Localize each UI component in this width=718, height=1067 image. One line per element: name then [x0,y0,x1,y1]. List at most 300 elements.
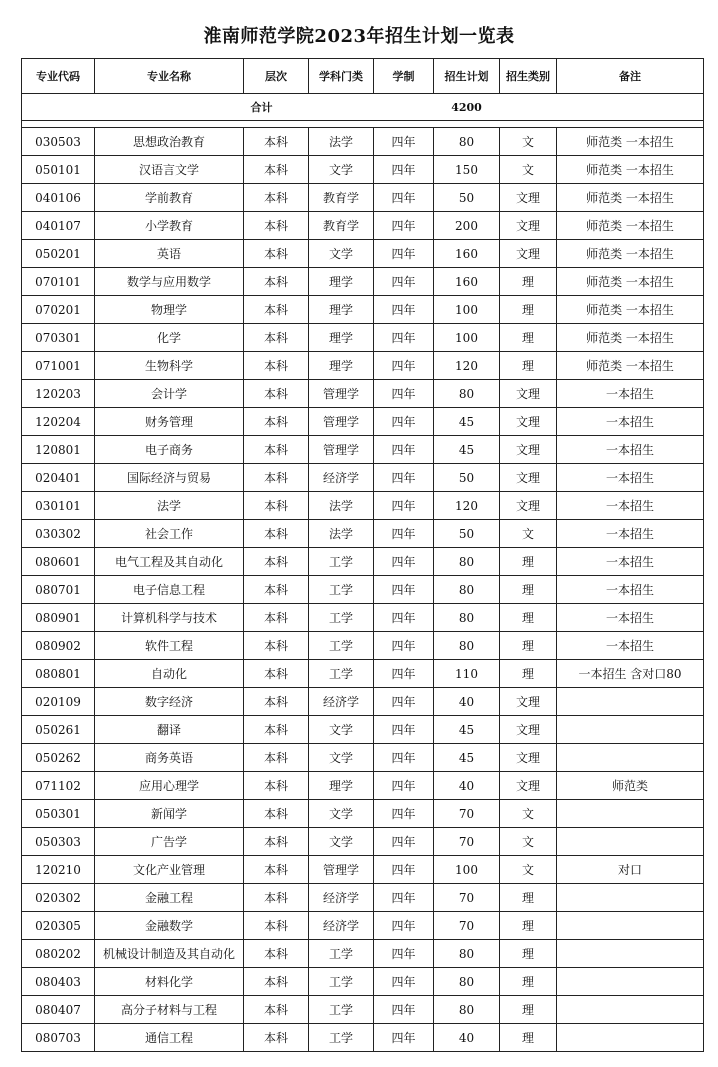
cell-code: 080202 [22,940,95,968]
cell-code: 020401 [22,464,95,492]
cell-type: 文 [500,800,557,828]
cell-type: 理 [500,548,557,576]
cell-plan: 50 [434,520,500,548]
cell-major-name: 学前教育 [95,184,244,212]
cell-field: 理学 [309,352,374,380]
cell-code: 070301 [22,324,95,352]
cell-field: 文学 [309,156,374,184]
cell-plan: 70 [434,828,500,856]
header-years: 学制 [374,59,434,94]
cell-field: 文学 [309,828,374,856]
cell-major-name: 生物科学 [95,352,244,380]
cell-type: 文理 [500,716,557,744]
cell-major-name: 文化产业管理 [95,856,244,884]
cell-level: 本科 [244,800,309,828]
cell-level: 本科 [244,548,309,576]
cell-level: 本科 [244,240,309,268]
cell-level: 本科 [244,884,309,912]
cell-major-name: 商务英语 [95,744,244,772]
cell-field: 文学 [309,240,374,268]
cell-major-name: 会计学 [95,380,244,408]
header-plan: 招生计划 [434,59,500,94]
cell-note: 师范类 一本招生 [557,268,704,296]
cell-plan: 100 [434,296,500,324]
table-row [22,968,704,996]
table-row [22,296,704,324]
cell-note [557,940,704,968]
cell-type: 理 [500,996,557,1024]
table-row [22,800,704,828]
cell-type: 文 [500,828,557,856]
document-title: 淮南师范学院2023年招生计划一览表 [203,26,515,47]
cell-major-name: 数学与应用数学 [95,268,244,296]
cell-plan: 120 [434,492,500,520]
header-note: 备注 [557,59,704,94]
cell-type: 理 [500,324,557,352]
table-row [22,688,704,716]
cell-years: 四年 [374,828,434,856]
cell-type: 文理 [500,464,557,492]
cell-note: 一本招生 [557,408,704,436]
cell-years: 四年 [374,436,434,464]
cell-years: 四年 [374,156,434,184]
cell-years: 四年 [374,520,434,548]
cell-type: 理 [500,1024,557,1052]
cell-major-name: 高分子材料与工程 [95,996,244,1024]
cell-type: 文理 [500,744,557,772]
cell-field: 管理学 [309,436,374,464]
cell-code: 030302 [22,520,95,548]
cell-major-name: 汉语言文学 [95,156,244,184]
cell-plan: 40 [434,688,500,716]
cell-level: 本科 [244,296,309,324]
table-header-row [22,59,704,94]
cell-years: 四年 [374,996,434,1024]
cell-major-name: 翻译 [95,716,244,744]
cell-major-name: 财务管理 [95,408,244,436]
cell-type: 理 [500,576,557,604]
header-level: 层次 [244,59,309,94]
cell-note: 一本招生 [557,492,704,520]
table-row [22,856,704,884]
cell-note: 师范类 一本招生 [557,324,704,352]
cell-major-name: 自动化 [95,660,244,688]
cell-note [557,744,704,772]
cell-code: 071102 [22,772,95,800]
cell-years: 四年 [374,744,434,772]
cell-note [557,828,704,856]
cell-years: 四年 [374,660,434,688]
cell-code: 080703 [22,1024,95,1052]
cell-code: 020302 [22,884,95,912]
cell-major-name: 电子商务 [95,436,244,464]
cell-major-name: 物理学 [95,296,244,324]
cell-plan: 80 [434,632,500,660]
cell-note: 师范类 一本招生 [557,240,704,268]
total-value: 4200 [434,94,500,121]
cell-major-name: 金融工程 [95,884,244,912]
cell-note: 一本招生 [557,464,704,492]
cell-level: 本科 [244,660,309,688]
cell-years: 四年 [374,324,434,352]
cell-years: 四年 [374,688,434,716]
cell-level: 本科 [244,688,309,716]
cell-plan: 70 [434,800,500,828]
cell-plan: 80 [434,968,500,996]
cell-major-name: 化学 [95,324,244,352]
cell-plan: 45 [434,744,500,772]
cell-field: 工学 [309,604,374,632]
table-row [22,212,704,240]
cell-plan: 80 [434,996,500,1024]
cell-plan: 100 [434,324,500,352]
cell-major-name: 小学教育 [95,212,244,240]
cell-note [557,968,704,996]
cell-years: 四年 [374,268,434,296]
cell-major-name: 数字经济 [95,688,244,716]
cell-type: 理 [500,604,557,632]
cell-code: 050301 [22,800,95,828]
cell-years: 四年 [374,940,434,968]
cell-major-name: 国际经济与贸易 [95,464,244,492]
cell-type: 文 [500,156,557,184]
cell-plan: 50 [434,184,500,212]
cell-code: 080403 [22,968,95,996]
cell-field: 工学 [309,1024,374,1052]
cell-code: 050261 [22,716,95,744]
cell-code: 050303 [22,828,95,856]
cell-plan: 80 [434,576,500,604]
table-row [22,912,704,940]
table-row [22,380,704,408]
cell-plan: 160 [434,240,500,268]
table-row [22,660,704,688]
cell-code: 030101 [22,492,95,520]
cell-level: 本科 [244,268,309,296]
cell-type: 理 [500,632,557,660]
cell-plan: 80 [434,604,500,632]
cell-level: 本科 [244,968,309,996]
cell-type: 理 [500,660,557,688]
cell-field: 教育学 [309,184,374,212]
cell-code: 080901 [22,604,95,632]
cell-type: 文 [500,520,557,548]
cell-field: 法学 [309,128,374,156]
cell-code: 120203 [22,380,95,408]
cell-plan: 80 [434,940,500,968]
cell-note [557,884,704,912]
total-row [22,94,704,121]
cell-note: 一本招生 [557,604,704,632]
cell-code: 080407 [22,996,95,1024]
table-row [22,240,704,268]
cell-level: 本科 [244,716,309,744]
table-row [22,604,704,632]
table-row [22,548,704,576]
cell-major-name: 新闻学 [95,800,244,828]
cell-plan: 45 [434,436,500,464]
cell-note: 一本招生 含对口80 [557,660,704,688]
cell-major-name: 电子信息工程 [95,576,244,604]
cell-plan: 80 [434,380,500,408]
cell-field: 理学 [309,324,374,352]
total-label: 合计 [22,94,309,121]
cell-field: 管理学 [309,856,374,884]
cell-field: 管理学 [309,380,374,408]
cell-plan: 70 [434,884,500,912]
table-row [22,156,704,184]
cell-code: 030503 [22,128,95,156]
cell-type: 理 [500,968,557,996]
cell-type: 理 [500,268,557,296]
cell-field: 经济学 [309,464,374,492]
cell-plan: 150 [434,156,500,184]
table-row [22,576,704,604]
cell-level: 本科 [244,1024,309,1052]
cell-note: 一本招生 [557,520,704,548]
cell-years: 四年 [374,492,434,520]
cell-level: 本科 [244,184,309,212]
cell-level: 本科 [244,632,309,660]
cell-years: 四年 [374,380,434,408]
cell-level: 本科 [244,492,309,520]
cell-years: 四年 [374,408,434,436]
cell-plan: 80 [434,128,500,156]
cell-type: 理 [500,352,557,380]
cell-level: 本科 [244,212,309,240]
cell-type: 文理 [500,688,557,716]
cell-code: 040106 [22,184,95,212]
cell-note [557,912,704,940]
cell-level: 本科 [244,940,309,968]
cell-field: 管理学 [309,408,374,436]
table-row [22,744,704,772]
cell-field: 工学 [309,660,374,688]
cell-field: 工学 [309,632,374,660]
cell-field: 工学 [309,940,374,968]
cell-note: 师范类 一本招生 [557,212,704,240]
cell-field: 理学 [309,296,374,324]
table-row [22,352,704,380]
cell-years: 四年 [374,716,434,744]
cell-years: 四年 [374,212,434,240]
cell-type: 文 [500,856,557,884]
cell-level: 本科 [244,828,309,856]
cell-type: 文理 [500,184,557,212]
cell-code: 050101 [22,156,95,184]
cell-level: 本科 [244,380,309,408]
cell-note: 一本招生 [557,548,704,576]
cell-type: 文理 [500,212,557,240]
cell-field: 文学 [309,744,374,772]
cell-years: 四年 [374,632,434,660]
header-name: 专业名称 [95,59,244,94]
cell-code: 080601 [22,548,95,576]
table-row [22,408,704,436]
cell-major-name: 英语 [95,240,244,268]
cell-plan: 160 [434,268,500,296]
cell-level: 本科 [244,464,309,492]
header-field: 学科门类 [309,59,374,94]
cell-plan: 45 [434,408,500,436]
cell-years: 四年 [374,1024,434,1052]
cell-note: 对口 [557,856,704,884]
cell-note [557,688,704,716]
cell-years: 四年 [374,464,434,492]
cell-field: 理学 [309,772,374,800]
cell-major-name: 思想政治教育 [95,128,244,156]
cell-type: 文理 [500,436,557,464]
table-row [22,884,704,912]
cell-type: 文理 [500,492,557,520]
cell-years: 四年 [374,856,434,884]
cell-major-name: 金融数学 [95,912,244,940]
cell-code: 050262 [22,744,95,772]
table-row [22,464,704,492]
cell-note [557,1024,704,1052]
cell-field: 文学 [309,800,374,828]
cell-note: 师范类 一本招生 [557,296,704,324]
cell-code: 040107 [22,212,95,240]
cell-code: 020305 [22,912,95,940]
cell-major-name: 应用心理学 [95,772,244,800]
cell-plan: 110 [434,660,500,688]
cell-type: 理 [500,884,557,912]
cell-type: 理 [500,940,557,968]
table-row [22,716,704,744]
cell-major-name: 通信工程 [95,1024,244,1052]
table-row [22,940,704,968]
cell-field: 经济学 [309,912,374,940]
cell-years: 四年 [374,800,434,828]
cell-major-name: 电气工程及其自动化 [95,548,244,576]
cell-code: 120204 [22,408,95,436]
cell-years: 四年 [374,912,434,940]
cell-plan: 100 [434,856,500,884]
cell-years: 四年 [374,884,434,912]
enrollment-plan-table [21,58,704,1052]
cell-years: 四年 [374,128,434,156]
cell-years: 四年 [374,576,434,604]
cell-code: 080902 [22,632,95,660]
table-row [22,184,704,212]
cell-level: 本科 [244,324,309,352]
cell-plan: 40 [434,772,500,800]
cell-level: 本科 [244,156,309,184]
cell-type: 文理 [500,380,557,408]
cell-level: 本科 [244,744,309,772]
cell-field: 工学 [309,576,374,604]
cell-major-name: 材料化学 [95,968,244,996]
table-row [22,828,704,856]
cell-major-name: 法学 [95,492,244,520]
cell-type: 文理 [500,408,557,436]
cell-years: 四年 [374,604,434,632]
cell-field: 法学 [309,492,374,520]
cell-plan: 45 [434,716,500,744]
cell-years: 四年 [374,352,434,380]
table-row [22,520,704,548]
header-code: 专业代码 [22,59,95,94]
table-row [22,268,704,296]
cell-years: 四年 [374,184,434,212]
cell-major-name: 计算机科学与技术 [95,604,244,632]
cell-note [557,716,704,744]
cell-note: 一本招生 [557,380,704,408]
cell-field: 工学 [309,968,374,996]
cell-type: 文 [500,128,557,156]
cell-field: 文学 [309,716,374,744]
table-row [22,632,704,660]
cell-major-name: 社会工作 [95,520,244,548]
cell-type: 理 [500,296,557,324]
cell-plan: 50 [434,464,500,492]
cell-code: 070101 [22,268,95,296]
table-row [22,1024,704,1052]
cell-field: 经济学 [309,688,374,716]
cell-major-name: 软件工程 [95,632,244,660]
cell-note: 一本招生 [557,436,704,464]
cell-note: 师范类 一本招生 [557,184,704,212]
cell-code: 020109 [22,688,95,716]
cell-note: 师范类 一本招生 [557,352,704,380]
cell-years: 四年 [374,296,434,324]
cell-code: 120210 [22,856,95,884]
cell-note: 师范类 一本招生 [557,128,704,156]
cell-type: 文理 [500,240,557,268]
table-row [22,996,704,1024]
cell-note [557,800,704,828]
cell-plan: 120 [434,352,500,380]
table-row [22,492,704,520]
table-row [22,128,704,156]
cell-field: 工学 [309,548,374,576]
cell-level: 本科 [244,576,309,604]
cell-level: 本科 [244,772,309,800]
cell-level: 本科 [244,520,309,548]
cell-note: 师范类 [557,772,704,800]
cell-note [557,996,704,1024]
table-row [22,324,704,352]
cell-field: 工学 [309,996,374,1024]
cell-level: 本科 [244,436,309,464]
cell-code: 070201 [22,296,95,324]
cell-years: 四年 [374,548,434,576]
cell-field: 教育学 [309,212,374,240]
cell-code: 080701 [22,576,95,604]
cell-plan: 200 [434,212,500,240]
cell-field: 经济学 [309,884,374,912]
cell-level: 本科 [244,604,309,632]
cell-years: 四年 [374,240,434,268]
cell-plan: 80 [434,548,500,576]
cell-note: 一本招生 [557,632,704,660]
cell-type: 理 [500,912,557,940]
cell-code: 050201 [22,240,95,268]
cell-years: 四年 [374,968,434,996]
cell-years: 四年 [374,772,434,800]
table-row [22,772,704,800]
cell-major-name: 广告学 [95,828,244,856]
cell-code: 120801 [22,436,95,464]
cell-note: 师范类 一本招生 [557,156,704,184]
spacer-row [22,121,704,128]
cell-field: 法学 [309,520,374,548]
cell-level: 本科 [244,856,309,884]
cell-code: 080801 [22,660,95,688]
cell-plan: 70 [434,912,500,940]
cell-major-name: 机械设计制造及其自动化 [95,940,244,968]
